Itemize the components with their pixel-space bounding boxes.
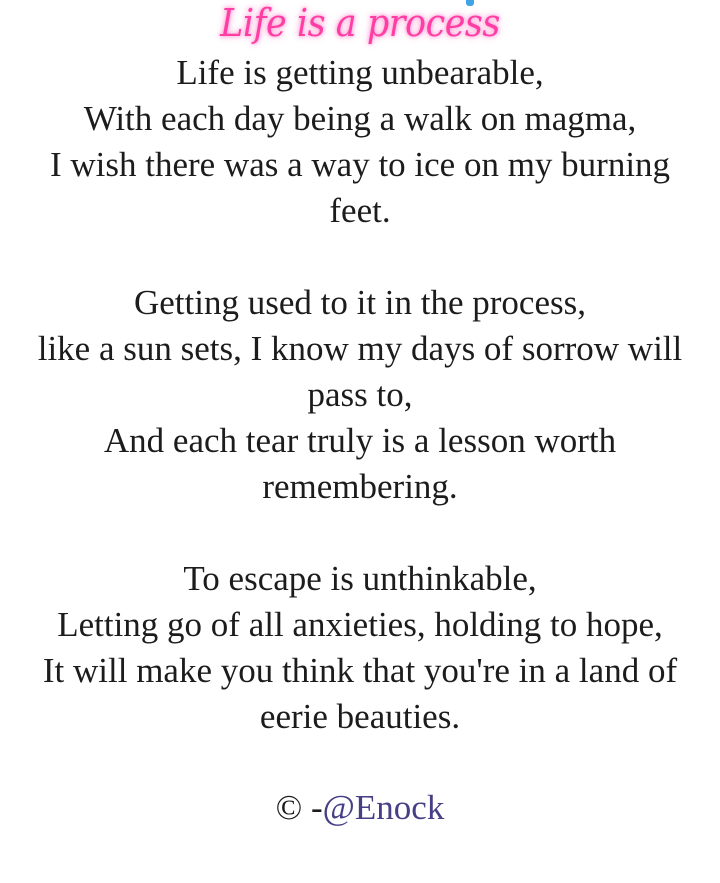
- poem-line: pass to,: [307, 375, 413, 414]
- poem-line: like a sun sets, I know my days of sorrow will: [37, 329, 683, 368]
- signature: [0, 785, 720, 831]
- author-handle: @Enock: [322, 788, 445, 827]
- poem-line: I wish there was a way to ice on my burning: [49, 145, 671, 184]
- poem-line: It will make you think that you're in a land of: [42, 651, 678, 690]
- poem-line: Life is getting unbearable,: [176, 53, 544, 92]
- poem-line: eerie beauties.: [259, 697, 461, 736]
- poem-line: feet.: [329, 191, 391, 230]
- copyright-prefix: © -: [275, 788, 323, 827]
- poem-line: With each day being a walk on magma,: [83, 99, 637, 138]
- poem-body: [30, 50, 690, 740]
- poem-line: And each tear truly is a lesson worth: [103, 421, 617, 460]
- stanza-break: [30, 234, 690, 280]
- stanza-break: [30, 510, 690, 556]
- poem-line: To escape is unthinkable,: [183, 559, 537, 598]
- poem-title: Life is a process: [220, 1, 500, 45]
- poem-line: Letting go of all anxieties, holding to hope,: [57, 605, 663, 644]
- poem-line: remembering.: [262, 467, 458, 506]
- poem-line: Getting used to it in the process,: [133, 283, 586, 322]
